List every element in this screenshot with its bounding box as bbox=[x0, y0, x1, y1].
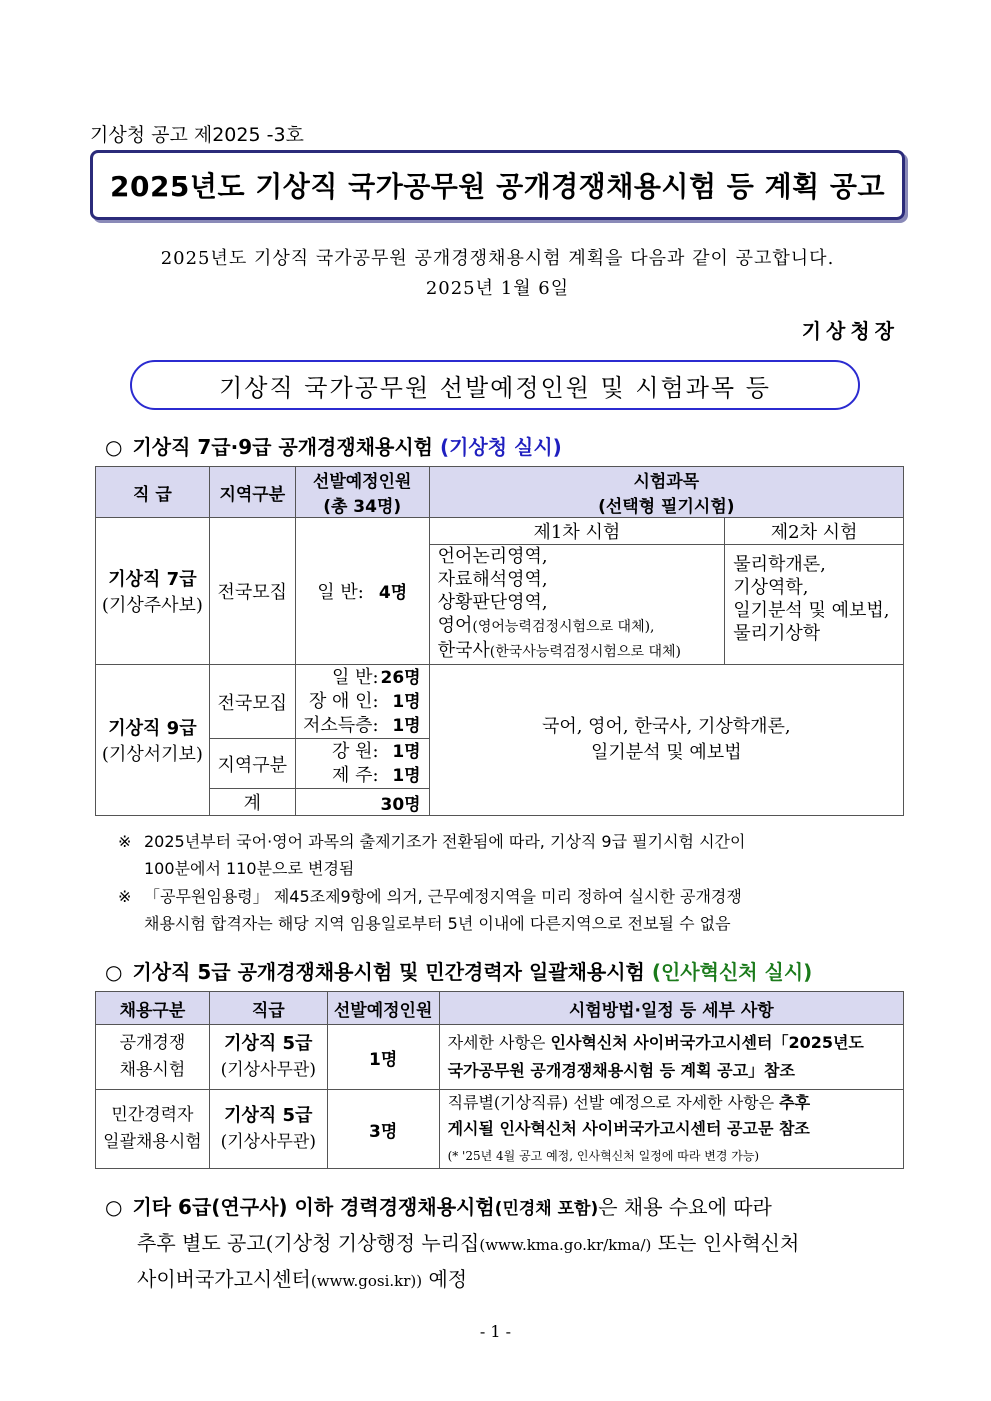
note-2 bbox=[118, 883, 908, 937]
count-label: 제 주: bbox=[332, 764, 379, 786]
row2-count: 3명 bbox=[327, 1090, 439, 1169]
circle-bullet-icon: ○ bbox=[105, 960, 123, 984]
header-subjects bbox=[429, 467, 903, 518]
count-value: 1명 bbox=[392, 691, 421, 712]
note-mark: ※ bbox=[118, 832, 132, 851]
count-value: 1명 bbox=[392, 765, 421, 786]
count-label: 장 애 인: bbox=[308, 690, 379, 712]
exam-table-5 bbox=[95, 991, 904, 1169]
type-line: 일괄채용시험 bbox=[103, 1132, 202, 1152]
grade-title: (기상사무관) bbox=[220, 1132, 316, 1152]
header-planned bbox=[295, 467, 429, 518]
detail-bold: 국가공무원 공개경쟁채용시험 등 계획 공고」참조 bbox=[447, 1061, 795, 1080]
subject-line: 자료해석영역, bbox=[437, 569, 548, 590]
count-line bbox=[296, 666, 421, 690]
grade-title: (기상사무관) bbox=[220, 1060, 316, 1080]
notice-number: 기상청 공고 제2025 -3호 bbox=[90, 124, 304, 146]
header-grade: 직 급 bbox=[96, 467, 210, 518]
detail-text: 자세한 사항은 bbox=[447, 1033, 551, 1052]
grade9-name: 기상직 9급 bbox=[108, 718, 197, 739]
gosi-url-link[interactable]: (www.gosi.kr)) bbox=[310, 1272, 423, 1290]
row2-details bbox=[439, 1090, 903, 1169]
bullet-highlight: (기상청 실시) bbox=[439, 435, 562, 459]
second-exam-header: 제2차 시험 bbox=[725, 518, 904, 545]
header-planned-label: 선발예정인원 bbox=[312, 472, 412, 492]
note-1 bbox=[118, 828, 908, 882]
count-value: 1명 bbox=[392, 741, 421, 762]
subject-line: 기상역학, bbox=[733, 577, 809, 598]
grade9-region-a: 전국모집 bbox=[209, 665, 295, 739]
subject-line: 물리학개론, bbox=[733, 554, 826, 575]
grade9-title: (기상서기보) bbox=[101, 744, 203, 765]
row1-details bbox=[439, 1025, 903, 1090]
footer-text: 추후 별도 공고(기상청 기상행정 누리집 bbox=[137, 1231, 480, 1255]
subject-history: 한국사 bbox=[437, 640, 490, 661]
type-line: 공개경쟁 bbox=[119, 1033, 186, 1053]
subject-english: 영어 bbox=[437, 615, 473, 636]
first-exam-header: 제1차 시험 bbox=[429, 518, 725, 545]
bullet-grade7-9 bbox=[105, 431, 562, 460]
detail-note: (* '25년 4월 공고 예정, 인사혁신처 일정에 따라 변경 가능) bbox=[447, 1149, 760, 1163]
header-type: 채용구분 bbox=[96, 992, 210, 1025]
note-mark: ※ bbox=[118, 887, 132, 906]
grade9-cell bbox=[96, 665, 210, 816]
subject-history-note: (한국사능력검정시험으로 대체) bbox=[489, 644, 681, 660]
subject-line bbox=[438, 639, 725, 664]
subject-line: 국어, 영어, 한국사, 기상학개론, bbox=[541, 716, 791, 737]
signer: 기상청장 bbox=[801, 319, 899, 343]
section-title: 기상직 국가공무원 선발예정인원 및 시험과목 등 bbox=[219, 373, 771, 402]
header-planned: 선발예정인원 bbox=[327, 992, 439, 1025]
notice-date: 2025년 1월 6일 bbox=[425, 278, 570, 299]
row1-type bbox=[96, 1025, 210, 1090]
total-label: 계 bbox=[209, 789, 295, 816]
bullet-text: 기상직 7급·9급 공개경쟁채용시험 bbox=[132, 435, 433, 459]
page-number: - 1 - bbox=[479, 1322, 512, 1341]
footer-line bbox=[105, 1190, 905, 1226]
note-line: 「공무원임용령」 제45조제9항에 의거, 근무예정지역을 미리 정하여 실시한 공개경쟁 bbox=[144, 887, 742, 906]
subject-line: 언어논리영역, bbox=[437, 546, 548, 567]
grade7-name: 기상직 7급 bbox=[108, 569, 197, 590]
subject-line: 물리기상학 bbox=[733, 623, 821, 644]
note-line: 채용시험 합격자는 해당 지역 임용일로부터 5년 이내에 다른지역으로 전보될 수 없음 bbox=[144, 914, 731, 933]
kma-url-link[interactable]: (www.kma.go.kr/kma/) bbox=[479, 1236, 652, 1254]
grade9-region-b: 지역구분 bbox=[209, 739, 295, 789]
count-value: 1명 bbox=[392, 715, 421, 736]
count-line bbox=[296, 714, 421, 738]
detail-bold: 게시될 인사혁신처 사이버국가고시센터 공고문 참조 bbox=[447, 1119, 810, 1138]
count-line bbox=[296, 740, 421, 764]
section-title-box bbox=[130, 360, 860, 410]
header-region: 지역구분 bbox=[209, 467, 295, 518]
footer-paren: (민경채 포함) bbox=[494, 1199, 599, 1219]
count-label: 저소득층: bbox=[302, 714, 379, 736]
footer-text: 예정 bbox=[422, 1267, 468, 1291]
bullet-text: 기상직 5급 공개경쟁채용시험 및 민간경력자 일괄채용시험 bbox=[132, 960, 645, 984]
count-line bbox=[296, 690, 421, 714]
type-line: 채용시험 bbox=[119, 1060, 186, 1080]
note-line: 100분에서 110분으로 변경됨 bbox=[144, 859, 355, 878]
count-label: 강 원: bbox=[332, 740, 379, 762]
grade7-count: 4명 bbox=[378, 583, 408, 603]
footer-line bbox=[137, 1262, 905, 1298]
footer-text: 또는 인사혁신처 bbox=[651, 1231, 800, 1255]
row2-type bbox=[96, 1090, 210, 1169]
grade9-subjects bbox=[429, 665, 903, 816]
subject-line: 상황판단영역, bbox=[437, 592, 548, 613]
count-value: 26명 bbox=[380, 667, 421, 688]
grade7-count-label: 일 반: bbox=[317, 582, 364, 603]
grade9-counts-a bbox=[295, 665, 429, 739]
footer-bold: 기타 6급(연구사) 이하 경력경쟁채용시험 bbox=[132, 1195, 495, 1219]
grade-name: 기상직 5급 bbox=[224, 1033, 313, 1054]
type-line: 민간경력자 bbox=[111, 1105, 194, 1125]
subject-line bbox=[438, 614, 725, 639]
intro-text: 2025년도 기상직 국가공무원 공개경쟁채용시험 계획을 다음과 같이 공고합니다. bbox=[160, 248, 835, 269]
grade7-title: (기상주사보) bbox=[101, 595, 203, 616]
bullet-other-exams bbox=[105, 1190, 905, 1298]
exam-table-7-9 bbox=[95, 466, 904, 816]
detail-bold: 추후 bbox=[779, 1093, 811, 1112]
footer-line bbox=[137, 1226, 905, 1262]
subject-line: 일기분석 및 예보법 bbox=[591, 742, 742, 763]
count-line bbox=[296, 764, 421, 788]
bullet-grade5 bbox=[105, 956, 812, 985]
grade7-count-cell bbox=[295, 518, 429, 665]
footer-text: 사이버국가고시센터 bbox=[137, 1267, 311, 1291]
note-line: 2025년부터 국어·영어 과목의 출제기조가 전환됨에 따라, 기상직 9급 필기시험 시간이 bbox=[144, 832, 746, 851]
header-planned-total: (총 34명) bbox=[323, 497, 402, 517]
count-label: 일 반: bbox=[332, 666, 379, 688]
grade7-first-subjects bbox=[429, 545, 725, 665]
grade7-region: 전국모집 bbox=[209, 518, 295, 665]
circle-bullet-icon: ○ bbox=[105, 1195, 123, 1219]
header-subjects-sub: (선택형 필기시험) bbox=[598, 497, 735, 517]
detail-bold: 인사혁신처 사이버국가고시센터「2025년도 bbox=[550, 1033, 864, 1052]
grade-name: 기상직 5급 bbox=[224, 1105, 313, 1126]
header-details: 시험방법·일정 등 세부 사항 bbox=[439, 992, 903, 1025]
header-subjects-label: 시험과목 bbox=[633, 472, 700, 492]
title-box bbox=[90, 150, 905, 220]
row1-grade bbox=[209, 1025, 327, 1090]
footer-text: 은 채용 수요에 따라 bbox=[598, 1195, 772, 1219]
bullet-highlight: (인사혁신처 실시) bbox=[651, 960, 813, 984]
detail-text: 직류별(기상직류) 선발 예정으로 자세한 사항은 bbox=[447, 1093, 780, 1112]
header-grade: 직급 bbox=[209, 992, 327, 1025]
grade7-cell bbox=[96, 518, 210, 665]
subject-line: 일기분석 및 예보법, bbox=[733, 600, 890, 621]
grade9-counts-b bbox=[295, 739, 429, 789]
circle-bullet-icon: ○ bbox=[105, 435, 123, 459]
row1-count: 1명 bbox=[327, 1025, 439, 1090]
page-title: 2025년도 기상직 국가공무원 공개경쟁채용시험 등 계획 공고 bbox=[109, 170, 886, 203]
row2-grade bbox=[209, 1090, 327, 1169]
total-count: 30명 bbox=[295, 789, 429, 816]
grade7-second-subjects bbox=[725, 545, 904, 665]
subject-english-note: (영어능력검정시험으로 대체), bbox=[472, 619, 655, 635]
